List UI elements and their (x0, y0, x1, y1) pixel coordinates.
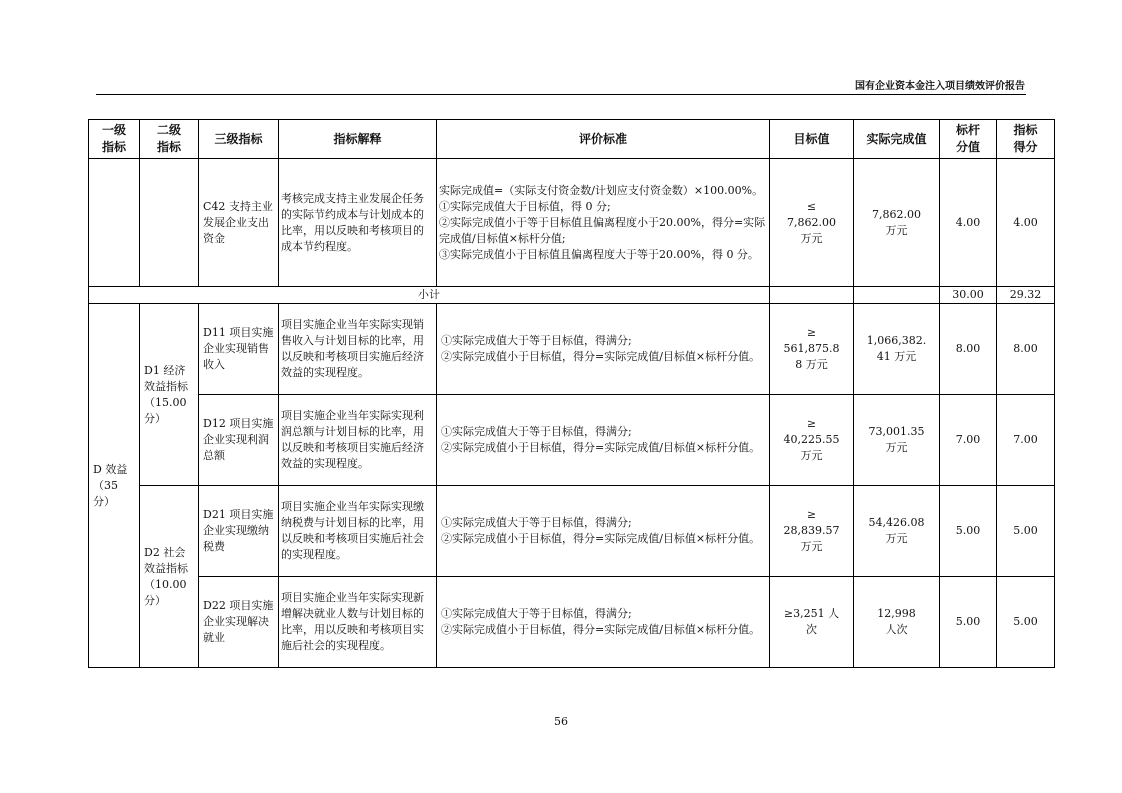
column-header: 二级 指标 (140, 120, 199, 159)
table-row (89, 159, 1055, 287)
benchmark-score: 7.00 (940, 395, 997, 486)
table-row (89, 486, 1055, 577)
actual-value: 54,426.08 万元 (854, 486, 940, 577)
indicator-score: 5.00 (997, 486, 1055, 577)
level3-indicator: D12 项目实施企业实现利润总额 (199, 395, 279, 486)
evaluation-criteria: ①实际完成值大于等于目标值，得满分; ②实际完成值小于目标值，得分=实际完成值/目标值×标杆分值。 (437, 577, 770, 668)
level2-indicator: D1 经济效益指标（15.00 分） (140, 304, 199, 486)
subtotal-label: 小计 (89, 287, 770, 304)
level1-cell (89, 159, 140, 287)
subtotal-empty-cell (854, 287, 940, 304)
subtotal-empty-cell (770, 287, 854, 304)
level2-indicator: D2 社会效益指标（10.00 分） (140, 486, 199, 668)
column-header: 三级指标 (199, 120, 279, 159)
actual-value: 12,998 人次 (854, 577, 940, 668)
table-row (89, 304, 1055, 395)
indicator-score: 8.00 (997, 304, 1055, 395)
page-number: 56 (554, 715, 568, 728)
evaluation-criteria: ①实际完成值大于等于目标值，得满分; ②实际完成值小于目标值，得分=实际完成值/目标值×标杆分值。 (437, 486, 770, 577)
column-header: 指标 得分 (997, 120, 1055, 159)
target-value: ≥ 561,875.8 8 万元 (770, 304, 854, 395)
column-header: 标杆 分值 (940, 120, 997, 159)
level3-indicator: D21 项目实施企业实现缴纳税费 (199, 486, 279, 577)
evaluation-criteria: ①实际完成值大于等于目标值，得满分; ②实际完成值小于目标值，得分=实际完成值/目标值×标杆分值。 (437, 304, 770, 395)
report-title: 国有企业资本金注入项目绩效评价报告 (855, 81, 1025, 92)
table-row (89, 395, 1055, 486)
indicator-explanation: 项目实施企业当年实际实现利润总额与计划目标的比率，用以反映和考核项目实施后经济效益的实现程度。 (279, 395, 437, 486)
target-value: ≥ 40,225.55 万元 (770, 395, 854, 486)
column-header: 目标值 (770, 120, 854, 159)
header-divider (96, 94, 1026, 95)
evaluation-criteria: 实际完成值=（实际支付资金数/计划应支付资金数）×100.00%。 ①实际完成值大于目标值，得 0 分; ②实际完成值小于等于目标值且偏离程度小于20.00%，得分=实际完成值/目标值×标杆分值; ③实际完成值小于目标值且偏离程度大于等于20.00%，得 0 分。 (437, 159, 770, 287)
benchmark-score: 4.00 (940, 159, 997, 287)
evaluation-table (88, 119, 1055, 668)
target-value: ≤ 7,862.00 万元 (770, 159, 854, 287)
actual-value: 73,001.35 万元 (854, 395, 940, 486)
level3-indicator: C42 支持主业发展企业支出资金 (199, 159, 279, 287)
level3-indicator: D22 项目实施企业实现解决就业 (199, 577, 279, 668)
column-header: 指标解释 (279, 120, 437, 159)
subtotal-score: 29.32 (997, 287, 1055, 304)
table-header-row (89, 120, 1055, 159)
indicator-explanation: 项目实施企业当年实际实现销售收入与计划目标的比率，用以反映和考核项目实施后经济效益的实现程度。 (279, 304, 437, 395)
actual-value: 1,066,382. 41 万元 (854, 304, 940, 395)
indicator-score: 4.00 (997, 159, 1055, 287)
subtotal-benchmark: 30.00 (940, 287, 997, 304)
target-value: ≥3,251 人 次 (770, 577, 854, 668)
actual-value: 7,862.00 万元 (854, 159, 940, 287)
benchmark-score: 8.00 (940, 304, 997, 395)
indicator-explanation: 项目实施企业当年实际实现新增解决就业人数与计划目标的比率，用以反映和考核项目实施后社会的实现程度。 (279, 577, 437, 668)
indicator-explanation: 项目实施企业当年实际实现缴纳税费与计划目标的比率，用以反映和考核项目实施后社会的实现程度。 (279, 486, 437, 577)
evaluation-criteria: ①实际完成值大于等于目标值，得满分; ②实际完成值小于目标值，得分=实际完成值/目标值×标杆分值。 (437, 395, 770, 486)
column-header: 实际完成值 (854, 120, 940, 159)
level2-cell (140, 159, 199, 287)
level3-indicator: D11 项目实施企业实现销售收入 (199, 304, 279, 395)
subtotal-row (89, 287, 1055, 304)
indicator-score: 5.00 (997, 577, 1055, 668)
level1-indicator: D 效益（35 分） (89, 304, 140, 668)
benchmark-score: 5.00 (940, 577, 997, 668)
indicator-score: 7.00 (997, 395, 1055, 486)
column-header: 评价标准 (437, 120, 770, 159)
column-header: 一级 指标 (89, 120, 140, 159)
indicator-explanation: 考核完成支持主业发展企任务的实际节约成本与计划成本的比率，用以反映和考核项目的成本节约程度。 (279, 159, 437, 287)
target-value: ≥ 28,839.57 万元 (770, 486, 854, 577)
table-row (89, 577, 1055, 668)
benchmark-score: 5.00 (940, 486, 997, 577)
